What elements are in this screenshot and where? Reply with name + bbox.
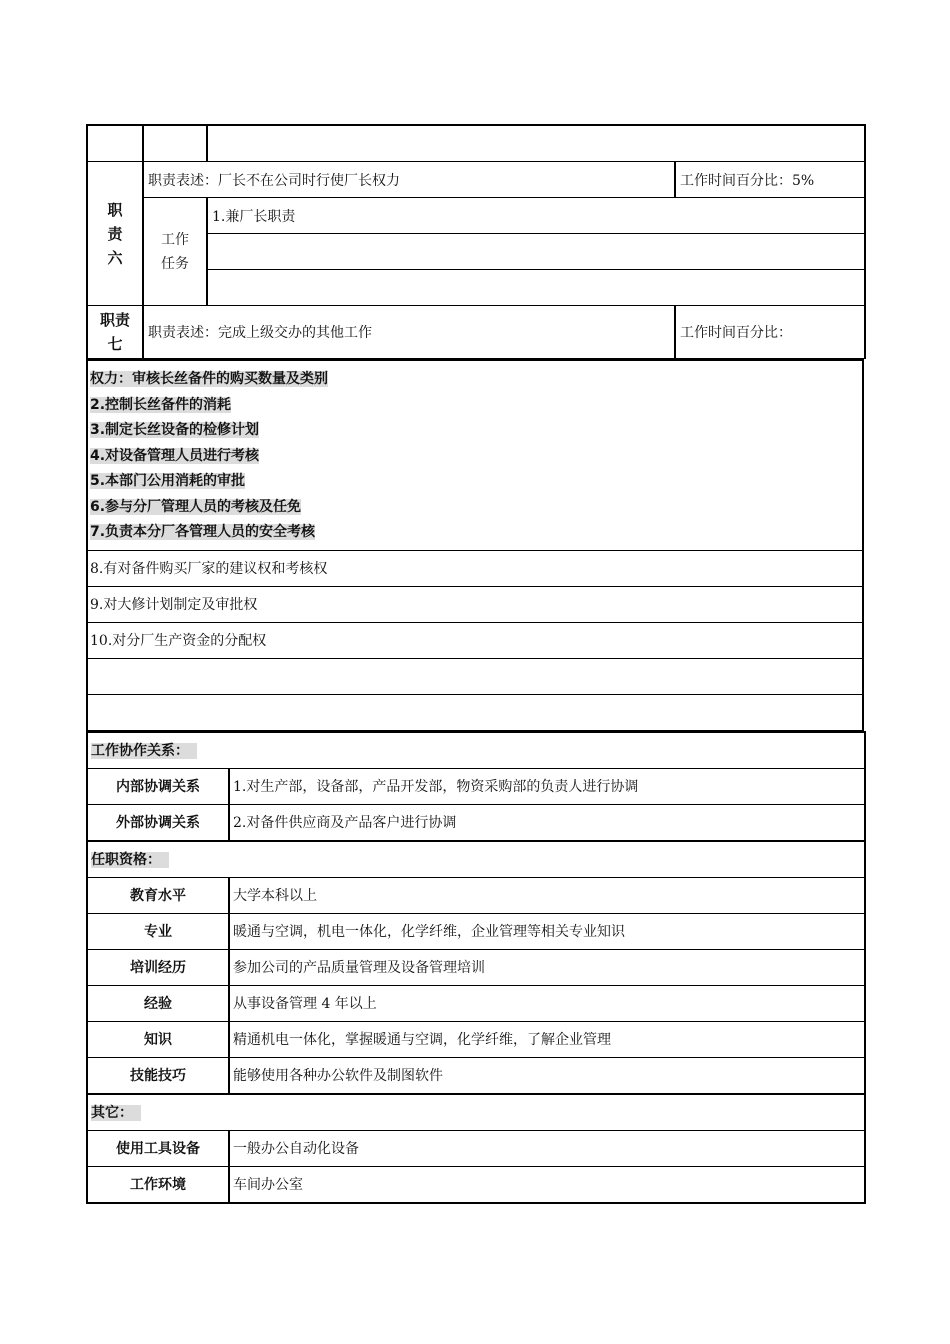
qualifications-heading: 任职资格：: [87, 841, 865, 878]
blank-cell: [207, 125, 865, 162]
education-value: 大学本科以上: [229, 877, 865, 913]
skills-label: 技能技巧: [87, 1057, 229, 1094]
authority-item: 4.对设备管理人员进行考核: [90, 447, 260, 464]
duty6-statement: 职责表述：厂长不在公司时行使厂长权力: [143, 162, 675, 198]
skills-value: 能够使用各种办公软件及制图软件: [229, 1057, 865, 1094]
knowledge-value: 精通机电一体化，掌握暖通与空调，化学纤维，了解企业管理: [229, 1021, 865, 1057]
training-label: 培训经历: [87, 949, 229, 985]
major-value: 暖通与空调，机电一体化，化学纤维，企业管理等相关专业知识: [229, 913, 865, 949]
environment-value: 车间办公室: [229, 1166, 865, 1203]
authority-item: 7.负责本分厂各管理人员的安全考核: [90, 524, 316, 540]
duty6-task-1: 1.兼厂长职责: [207, 198, 865, 234]
duties-table: [86, 124, 866, 359]
duty6-task-2: [207, 234, 865, 270]
requirements-table: [86, 731, 866, 1204]
duty6-task-label: 工作 任务: [143, 198, 207, 306]
tools-label: 使用工具设备: [87, 1130, 229, 1166]
environment-label: 工作环境: [87, 1166, 229, 1203]
authority-item-9: 9.对大修计划制定及审批权: [87, 586, 863, 622]
tools-value: 一般办公自动化设备: [229, 1130, 865, 1166]
experience-value: 从事设备管理 4 年以上: [229, 985, 865, 1021]
authority-item: 6.参与分厂管理人员的考核及任免: [90, 498, 302, 515]
external-coordination-value: 2.对备件供应商及产品客户进行协调: [229, 804, 865, 841]
duty7-label: 职责 七: [87, 306, 143, 359]
other-heading: 其它：: [87, 1094, 865, 1131]
authority-blank-row: [87, 658, 863, 694]
authority-blank-row: [87, 694, 863, 730]
job-description-document: [86, 124, 864, 1204]
experience-label: 经验: [87, 985, 229, 1021]
major-label: 专业: [87, 913, 229, 949]
knowledge-label: 知识: [87, 1021, 229, 1057]
authority-item: 5.本部门公用消耗的审批: [90, 473, 246, 489]
external-coordination-label: 外部协调关系: [87, 804, 229, 841]
authority-item: 2.控制长丝备件的消耗: [90, 396, 232, 413]
internal-coordination-value: 1.对生产部，设备部，产品开发部，物资采购部的负责人进行协调: [229, 768, 865, 804]
blank-cell: [143, 125, 207, 162]
authority-item: 3.制定长丝设备的检修计划: [90, 422, 260, 438]
authority-table: [86, 359, 864, 731]
internal-coordination-label: 内部协调关系: [87, 768, 229, 804]
authority-item-10: 10.对分厂生产资金的分配权: [87, 622, 863, 658]
education-label: 教育水平: [87, 877, 229, 913]
duty7-percent: 工作时间百分比：: [675, 306, 865, 359]
duty6-task-3: [207, 270, 865, 306]
blank-cell: [87, 125, 143, 162]
duty6-label: 职 责 六: [87, 162, 143, 306]
duty7-statement: 职责表述：完成上级交办的其他工作: [143, 306, 675, 359]
authority-item: 权力：审核长丝备件的购买数量及类别: [90, 371, 328, 387]
duty6-percent: 工作时间百分比：5%: [675, 162, 865, 198]
authority-bold-list: [87, 360, 863, 550]
cooperation-heading: 工作协作关系：: [87, 732, 865, 769]
authority-item-8: 8.有对备件购买厂家的建议权和考核权: [87, 550, 863, 586]
training-value: 参加公司的产品质量管理及设备管理培训: [229, 949, 865, 985]
